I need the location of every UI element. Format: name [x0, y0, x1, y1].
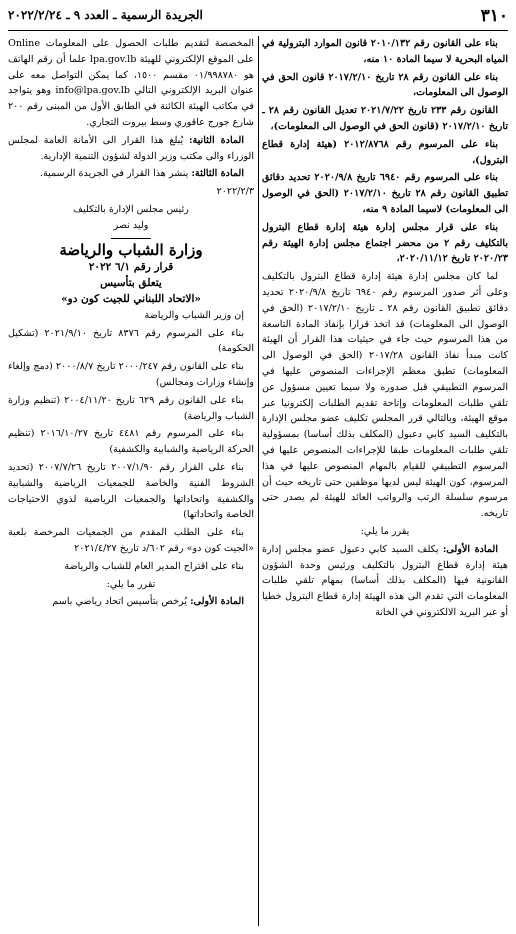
article-label: المادة الأولى:	[190, 596, 244, 608]
decision-number: قرار رقم ٦/١ ٢٠٢٢	[88, 261, 174, 274]
recital: بناء على القرار رقم ٢٠٠٧/١/٩٠ تاريخ ٢٠٠٧/٧/٢٦ (تحديد الشروط الفنية والخاصة للجمعيات الرياضية والشبابية والكشفية واتحاداتها والجمعيات الرياضية لذوي الاحتياجات الخاصة واتحاداتها)	[8, 461, 254, 521]
recital: بناء على القانون رقم ٢٠١٠/١٣٢ قانون الموارد البترولية في المياه البحرية لا سيما المادة ١٠ منه،	[262, 38, 508, 65]
preamble-paragraph: لما كان مجلس إدارة هيئة إدارة قطاع البترول بالتكليف وعلى أثر صدور المرسوم رقم ٦٩٤٠ تاريخ ٢٠٢٠/٩/٨ تحديد دقائق تطبيق القانون رقم ٢٨ ـ تاريخ ٢٠١٧/٢/١٠ (الحق في الوصول الى المعلومات) قد اتخذ قرارا بإنفاذ المادة التاسعة من هذا المرسوم حيث جاء في حيثيات هذا القرار أن الهيئة كانت مبدأ نفاذ القانون ٢٠١٧/٢٨ (الحق في الوصول الى المعلومات) تطبق معظم الإجراءات المنصوص عليها في المرسوم التطبيقي قبل صدوره ولا سيما تعيين مسؤول عن تلقي طلبات المعلومات وإتاحة تقديم الطلبات إلكترونيا عبر موقع الهيئة، وبالتالي قرر المجلس تكليف عضو مجلس الإدارة بالتكليف السيد كابي دعبول (المكلف بذلك أساسا) بمسؤولية تلقي طلبات المعلومات طبقا للإجراءات المنصوص عليها في المرسوم التطبيقي للقيام بالمهام المنصوص عليها في هذا المرسوم، كون الهيئة ليس لديها موظفين حتى تاريخه حيث أن مرسوم سلسلة الرتب والرواتب العائد للهيئة لم يصدر حتى تاريخه.	[262, 271, 508, 520]
article-1	[8, 594, 254, 610]
recital: بناء على قرار مجلس إدارة هيئة إدارة قطاع البترول بالتكليف رقم ٢ من محضر اجتماع مجلس إدارة الهيئة رقم ٢٠٢٠/٢٣ تاريخ ٢٠٢٠/١١/١٢،	[262, 221, 508, 265]
recital: بناء على المرسوم رقم ٢٠١٢/٨٧٦٨ (هيئة إدارة قطاع البترول)،	[262, 138, 508, 166]
column-divider	[258, 36, 259, 926]
recital: بناء على اقتراح المدير العام للشباب والرياضة	[64, 560, 244, 572]
gazette-title: الجريدة الرسمية ـ العدد ٩ ـ ٢٠٢٢/٢/٢٤	[8, 8, 203, 22]
article-2	[8, 133, 254, 165]
decides-heading: يقرر ما يلي:	[360, 525, 410, 537]
recital: القانون رقم ٢٣٣ تاريخ ٢٠٢١/٧/٢٢ تعديل القانون رقم ٢٨ ـ تاريخ ٢٠١٧/٢/١٠ (قانون الحق في الوصول الى المعلومات)،	[262, 105, 508, 132]
section-divider	[111, 238, 151, 239]
recital: بناء على الطلب المقدم من الجمعيات المرخصة بلعبة «الجيت كون دو» رقم ٦٠٢/د تاريخ ٢٠٢١/٤/٢٧	[8, 527, 254, 554]
minister-line: إن وزير الشباب والرياضة	[144, 309, 244, 321]
article-text: يُرخص بتأسيس اتحاد رياضي باسم	[52, 596, 187, 608]
left-column	[8, 36, 254, 926]
page-number: ٣١٠	[480, 6, 508, 26]
decision-subject: يتعلق بتأسيس	[100, 277, 162, 290]
recital: بناء على القانون رقم ٢٨ تاريخ ٢٠١٧/٢/١٠ قانون الحق في الوصول الى المعلومات،	[262, 71, 508, 99]
article-text: يكلف السيد كابي دعبول عضو مجلس إدارة هيئة إدارة قطاع البترول بالتكليف ورئيس وحدة الشؤون القانونية فيها (المكلف بذلك أساسا) بمهام تلقي طلبات المعلومات التي تقدم الى هذه الهيئة إدارة قطاع البترول خطيا أو عبر البريد الالكتروني في الخانة	[262, 543, 508, 618]
article-1	[262, 542, 508, 621]
article-3	[8, 166, 254, 182]
header-rule	[8, 30, 508, 31]
recital: بناء على المرسوم رقم ٤٤٨١ تاريخ ٢٠١٦/١٠/٢٧ (تنظيم الحركة الرياضية والشبابية والكشفية)	[8, 428, 254, 456]
recital: بناء على المرسوم رقم ٨٣٧٦ تاريخ ٢٠٢١/٩/١٠ (تشكيل الحكومة)	[8, 327, 254, 355]
article-label: المادة الثالثة:	[191, 168, 244, 180]
article-continuation: المخصصة لتقديم طلبات الحصول على المعلومات Online على الموقع الإلكتروني للهيئة lpa.gov.lb علما أن رقم الهاتف هو ٠١/٩٩٨٧٨٠ مقسم ١٥٠٠، كما يمكن التواصل معه على عنوان البريد الإلكتروني التالي info@lpa.gov.lb وهو يتواجد في مكاتب الهيئة الكائنة في الطابق الأول من المبنى رقم ٢٠٠ شارع جورج عاقوري وسط بيروت التجاري.	[8, 38, 254, 128]
decision-date: ٢٠٢٢/٢/٣	[216, 186, 254, 198]
signer-name: وليد نصر	[113, 219, 149, 231]
right-column	[262, 36, 508, 926]
recital: بناء على القانون رقم ٢٠٠٠/٢٤٧ تاريخ ٢٠٠٠/٨/٧ (دمج وإلغاء وإنشاء وزارات ومجالس)	[8, 361, 254, 388]
article-label: المادة الثانية:	[188, 134, 244, 146]
article-text: يُبلغ هذا القرار الى الأمانة العامة لمجلس الوزراء والى مكتب وزير الدولة لشؤون التنمية الإدارية.	[8, 134, 254, 162]
recital: بناء على القانون رقم ٦٢٩ تاريخ ٢٠٠٤/١١/٢٠ (تنظيم وزارة الشباب والرياضة)	[8, 394, 254, 422]
page-header	[8, 6, 508, 28]
decides-heading: تقرر ما يلي:	[106, 578, 156, 590]
article-label: المادة الأولى:	[442, 543, 498, 555]
federation-name: «الاتحاد اللبناني للجيت كون دو»	[61, 292, 201, 305]
recital: بناء على المرسوم رقم ٦٩٤٠ تاريخ ٢٠٢٠/٩/٨ تحديد دقائق تطبيق القانون رقم ٢٨ تاريخ ٢٠١٧/٢/١٠ (الحق في الوصول الى المعلومات) لاسيما المادة ٩ منه،	[262, 172, 508, 215]
ministry-heading: وزارة الشباب والرياضة	[59, 240, 203, 259]
signer-title: رئيس مجلس الإدارة بالتكليف	[73, 203, 189, 215]
article-text: ينشر هذا القرار في الجريدة الرسمية.	[39, 168, 189, 180]
